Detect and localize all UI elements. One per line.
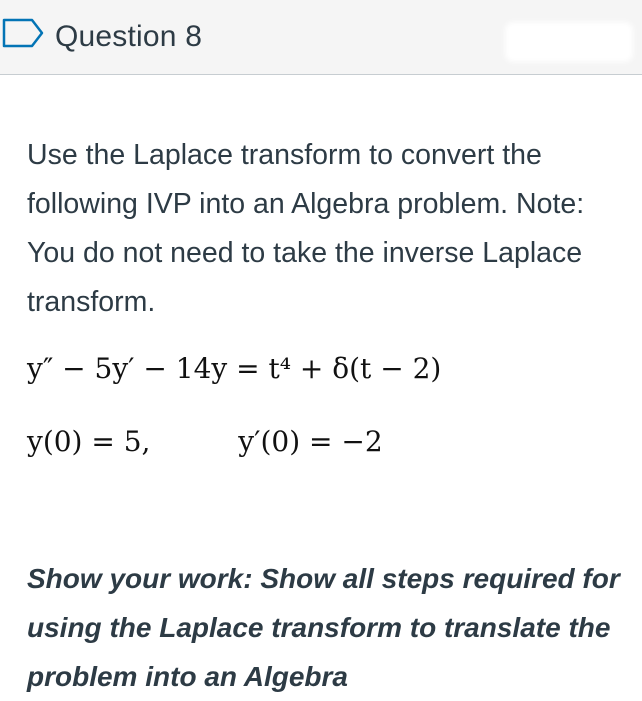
differential-equation: y″ − 5y′ − 14y = t⁴ + δ(t − 2)	[27, 352, 442, 385]
question-title: Question 8	[55, 20, 203, 53]
work-instructions: Show your work: Show all steps required for using the Laplace transform to translate the problem into an Algebra	[27, 563, 620, 692]
initial-condition-2: y′(0) = −2	[238, 425, 383, 458]
equation-lhs: y″ − 5y′ − 14y	[27, 352, 228, 385]
initial-condition-1: y(0) = 5,	[27, 425, 151, 458]
question-prompt: Use the Laplace transform to convert the following IVP into an Algebra problem. Note: You do not need to take the inverse Laplace transform.	[27, 139, 585, 318]
points-redacted	[505, 22, 633, 62]
initial-conditions	[27, 425, 383, 458]
equation-rhs: t⁴ + δ(t − 2)	[268, 352, 442, 385]
question-header	[0, 0, 642, 75]
bookmark-flag-icon[interactable]	[2, 18, 46, 48]
